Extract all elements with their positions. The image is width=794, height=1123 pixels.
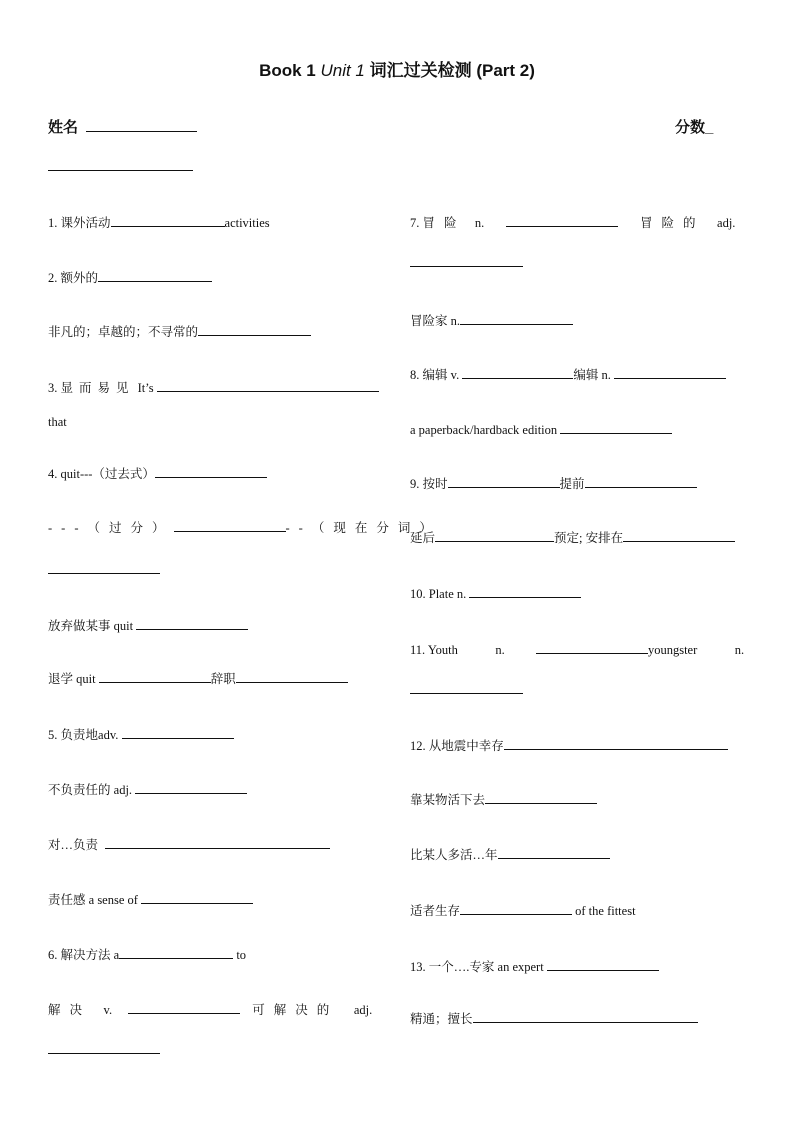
blank[interactable] [473, 1010, 698, 1023]
blank[interactable] [460, 902, 572, 915]
blank[interactable] [410, 693, 523, 694]
item-8b: a paperback/hardback edition [410, 421, 672, 438]
item-4: 4. quit---（过去式） [48, 465, 267, 482]
blank[interactable] [585, 475, 697, 488]
blank[interactable] [135, 781, 247, 794]
item-4d: 退学 quit 辞职 [48, 670, 348, 687]
blank[interactable] [48, 1053, 160, 1054]
item-7: 7. 冒险 n. 冒险的 adj. [410, 216, 736, 230]
item-5c: 对…负责 [48, 836, 330, 853]
blank[interactable] [99, 670, 211, 683]
name-blank[interactable] [86, 131, 197, 132]
blank[interactable] [498, 846, 610, 859]
item-10: 10. Plate n. [410, 585, 581, 602]
blank[interactable] [122, 726, 234, 739]
item-12c: 比某人多活…年 [410, 846, 610, 863]
item-9b: 延后 预定; 安排在 [410, 529, 735, 546]
item-12: 12. 从地震中幸存 [410, 737, 728, 754]
item-3: 3. 显而易见 It’s [48, 379, 379, 396]
blank[interactable] [469, 585, 581, 598]
item-4b: ---（过分） --（现在分词） [48, 521, 441, 535]
blank[interactable] [506, 214, 618, 227]
blank[interactable] [48, 573, 160, 574]
blank[interactable] [460, 312, 573, 325]
item-5d: 责任感 a sense of [48, 891, 253, 908]
blank[interactable] [560, 421, 672, 434]
item-12d: 适者生存 of the fittest [410, 904, 636, 918]
blank[interactable] [623, 529, 735, 542]
item-12b: 靠某物活下去 [410, 791, 597, 808]
item-2b: 非凡的；卓越的；不寻常的 [48, 323, 311, 340]
blank[interactable] [98, 269, 212, 282]
item-4c: 放弃做某事 quit [48, 617, 248, 634]
item-3b: that [48, 415, 67, 429]
blank[interactable] [174, 519, 286, 532]
blank[interactable] [141, 891, 253, 904]
blank[interactable] [157, 379, 379, 392]
blank[interactable] [111, 214, 225, 227]
item-7b: 冒险家 n. [410, 312, 573, 329]
blank[interactable] [504, 737, 728, 750]
item-13: 13. 一个….专家 an expert [410, 958, 659, 975]
item-1: 1. 课外活动 activities [48, 216, 270, 230]
item-8: 8. 编辑 v. 编辑 n. [410, 366, 726, 383]
item-11: 11. Youth n. youngster n. [410, 643, 745, 657]
blank[interactable] [155, 465, 267, 478]
blank[interactable] [136, 617, 248, 630]
item-2: 2. 额外的 [48, 269, 212, 286]
item-13b: 精通；擅长 [410, 1010, 698, 1027]
blank[interactable] [410, 266, 523, 267]
blank[interactable] [236, 670, 348, 683]
blank[interactable] [448, 475, 560, 488]
name-label: 姓名 [48, 119, 79, 136]
blank[interactable] [462, 366, 573, 379]
item-6b: 解决 v. 可解决的 adj. [48, 1003, 373, 1017]
item-5b: 不负责任的 adj. [48, 781, 247, 798]
item-9: 9. 按时 提前 [410, 475, 697, 492]
score-blank[interactable] [48, 170, 193, 171]
blank[interactable] [105, 836, 330, 849]
blank[interactable] [614, 366, 726, 379]
item-5: 5. 负责地adv. [48, 726, 234, 743]
blank[interactable] [435, 529, 554, 542]
blank[interactable] [547, 958, 659, 971]
blank[interactable] [128, 1001, 240, 1014]
score-label: 分数_ [675, 119, 714, 136]
blank[interactable] [198, 323, 311, 336]
blank[interactable] [536, 641, 648, 654]
item-6: 6. 解决方法 a to [48, 948, 247, 962]
page-title: Book 1 Unit 1 词汇过关检测 (Part 2) [259, 61, 535, 80]
blank[interactable] [485, 791, 597, 804]
blank[interactable] [119, 946, 233, 959]
